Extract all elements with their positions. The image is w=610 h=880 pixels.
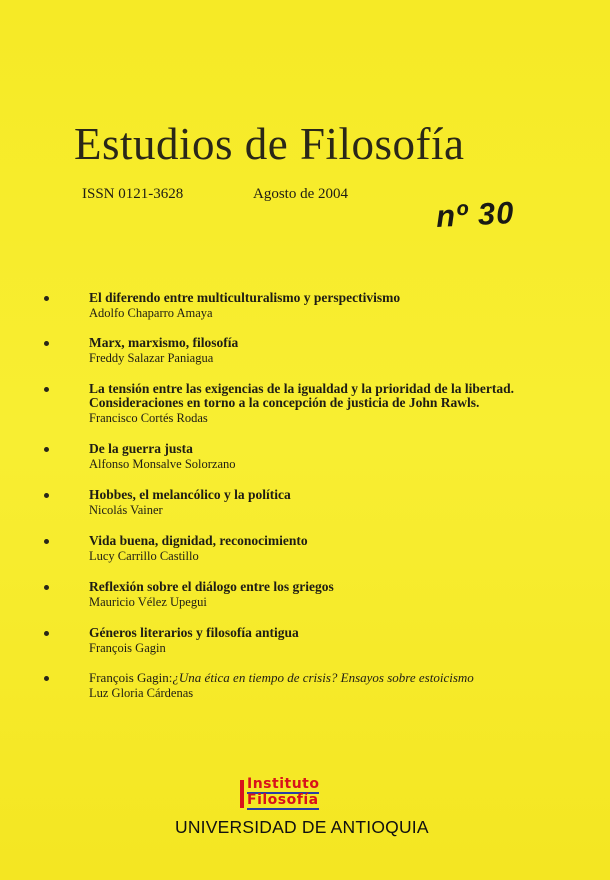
article-author: Alfonso Monsalve Solorzano [89,457,236,471]
bullet-icon [44,539,49,544]
bullet-icon [44,493,49,498]
logo-bar-icon [240,780,244,808]
article-title: De la guerra justa [89,441,193,456]
review-line [89,671,474,685]
bullet-icon [44,387,49,392]
article-author: Francisco Cortés Rodas [89,411,208,425]
university-name: UNIVERSIDAD DE ANTIOQUIA [175,817,429,837]
article-title: La tensión entre las exigencias de la igualdad y la prioridad de la libertad. Consideraciones en torno a la concepción de justicia de John Rawls. [89,381,515,410]
bullet-icon [44,676,49,681]
bullet-icon [44,585,49,590]
logo-line-instituto: Instituto [247,776,320,792]
bullet-icon [44,447,49,452]
article-author: Nicolás Vainer [89,503,163,517]
article-title: Géneros literarios y filosofía antigua [89,625,299,640]
journal-title: Estudios de Filosofía [74,119,465,169]
instituto-filosofia-logo [240,777,380,809]
article-author: François Gagin [89,641,166,655]
bullet-icon [44,341,49,346]
article-author: Freddy Salazar Paniagua [89,351,214,365]
bullet-icon [44,296,49,301]
issue-date: Agosto de 2004 [253,186,348,202]
article-title: Vida buena, dignidad, reconocimiento [89,533,308,548]
article-title: Marx, marxismo, filosofía [89,335,239,350]
article-title: Reflexión sobre el diálogo entre los griegos [89,579,334,594]
bullet-icon [44,631,49,636]
article-author: Lucy Carrillo Castillo [89,549,199,563]
article-title: Hobbes, el melancólico y la política [89,487,291,502]
issue-number: nº 30 [435,194,516,235]
logo-line-filosofia: Filosofía [247,792,319,808]
review-author: Luz Gloria Cárdenas [89,686,194,700]
reviewed-book-title: ¿Una ética en tiempo de crisis? Ensayos sobre estoicismo [172,670,474,685]
issn-number: ISSN 0121-3628 [82,186,184,202]
article-author: Mauricio Vélez Upegui [89,595,207,609]
article-author: Adolfo Chaparro Amaya [89,306,213,320]
reviewed-author: François Gagin: [89,670,173,685]
article-title: El diferendo entre multiculturalismo y perspectivismo [89,290,401,305]
